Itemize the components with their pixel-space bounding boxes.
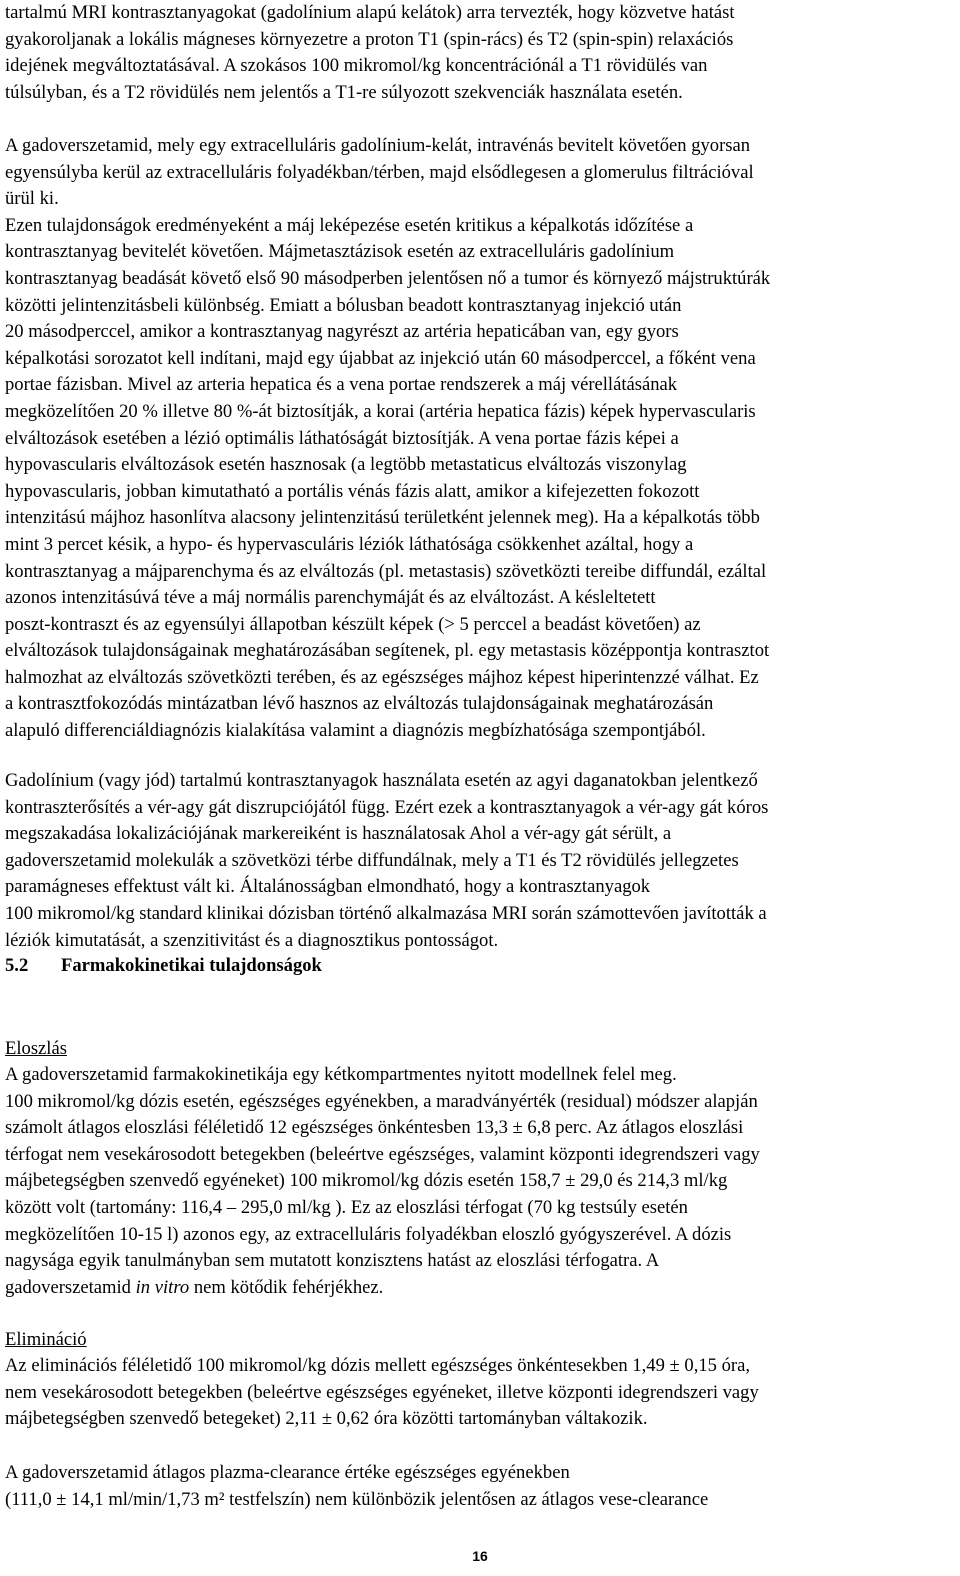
text-line: májbetegségben szenvedő betegeket) 2,11 ± 0,62 óra közötti tartományban váltakozik. xyxy=(5,1408,648,1430)
text-run: nem kötődik fehérjékhez. xyxy=(189,1276,384,1298)
text-line: a kontrasztfokozódás mintázatban lévő hasznos az elváltozás tulajdonságainak meghatározásán xyxy=(5,693,714,715)
text-line: paramágneses effektust vált ki. Általánosságban elmondható, hogy a kontrasztanyagok xyxy=(5,876,651,898)
text-line: poszt-kontraszt és az egyensúlyi állapotban készült képek (> 5 perccel a beadást követően) az xyxy=(5,613,701,635)
text-line: ürül ki. xyxy=(5,188,59,210)
text-line: elváltozások esetében a lézió optimális láthatóságát biztosítják. A vena portae fázis képei a xyxy=(5,427,679,449)
text-line: A gadoverszetamid átlagos plazma-clearance értéke egészséges egyénekben xyxy=(5,1462,570,1483)
paragraph-mri-relaxation xyxy=(5,0,925,106)
subheading-distribution: Eloszlás xyxy=(5,1038,67,1059)
text-line: hypovascularis, jobban kimutatható a portális vénás fázis alatt, amikor a kifejezetten fokozott xyxy=(5,480,700,502)
text-line xyxy=(5,1275,955,1302)
text-line: közötti jelintenzitásbeli különbség. Emiatt a bólusban beadott kontrasztanyag injekció után xyxy=(5,294,682,316)
text-line: gadoverszetamid molekulák a szövetközi térbe diffundálnak, mely a T1 és T2 rövidülés jellegzetes xyxy=(5,849,739,871)
paragraph-clearance xyxy=(5,1460,955,1513)
text-line: mint 3 percet késik, a hypo- és hypervasculáris léziók láthatósága csökkenhet azáltal, hogy a xyxy=(5,533,694,555)
text-line: azonos intenzitásúvá téve a máj normális parenchymáját és az elváltozást. A késleltetett xyxy=(5,587,656,609)
text-line: 100 mikromol/kg dózis esetén, egészséges egyénekben, a maradványérték (residual) módszer alapján xyxy=(5,1090,758,1112)
text-line: tartalmú MRI kontrasztanyagokat (gadolínium alapú kelátok) arra tervezték, hogy közvetve hatást xyxy=(5,2,735,23)
text-line: kontrasztanyag beadását követő első 90 másodperben jelentősen nő a tumor és környező májstruktúrák xyxy=(5,267,771,289)
text-line: megszakadása lokalizációjának markereiként is használatosak Ahol a vér-agy gát sérült, a xyxy=(5,823,672,845)
text-line: képalkotási sorozatot kell indítani, majd egy újabbat az injekció után 60 másodperccel, a főként vena xyxy=(5,347,756,369)
text-line: túlsúlyban, és a T2 rövidülés nem jelentős a T1-re súlyozott szekvenciák használata esetén. xyxy=(5,81,683,103)
paragraph-liver-imaging xyxy=(5,133,955,745)
text-line: idejének megváltoztatásával. A szokásos 100 mikromol/kg koncentrációnál a T1 rövidülés van xyxy=(5,55,708,77)
text-line: egyensúlyba kerül az extracelluláris folyadékban/térben, majd elsődlegesen a glomerulus filtrációval xyxy=(5,161,754,183)
text-line: között volt (tartomány: 116,4 – 295,0 ml/kg ). Ez az eloszlási térfogat (70 kg testsúly esetén xyxy=(5,1196,688,1218)
text-line: megközelítően 10-15 l) azonos egy, az extracelluláris folyadékban eloszló gyógyszerével. A dózis xyxy=(5,1223,732,1245)
text-line: (111,0 ± 14,1 ml/min/1,73 m² testfelszín) nem különbözik jelentősen az átlagos vese-clearance xyxy=(5,1488,709,1510)
text-line: Az eliminációs féléletidő 100 mikromol/kg dózis mellett egészséges önkéntesekben 1,49 ± 0,15 óra, xyxy=(5,1355,750,1376)
text-line: hypovascularis elváltozások esetén hasznosak (a legtöbb metastaticus elváltozás viszonylag xyxy=(5,454,687,476)
text-line: megközelítően 20 % illetve 80 %-át biztosítják, a korai (artéria hepatica fázis) képek hypervascularis xyxy=(5,400,756,422)
subheading-elimination: Elimináció xyxy=(5,1329,87,1350)
section-heading xyxy=(5,953,322,980)
text-line: kontrasztanyag a májparenchyma és az elváltozás (pl. metastasis) szövetközti tereibe diffundál, ezáltal xyxy=(5,560,767,582)
text-line: elváltozások tulajdonságainak meghatározásában segítenek, pl. egy metastasis középpontja kontrasztot xyxy=(5,640,770,662)
section-number: 5.2 xyxy=(5,955,29,976)
text-line: kontrasztanyag bevitelét követően. Májmetasztázisok esetén az extracelluláris gadolínium xyxy=(5,241,675,263)
text-line: kontraszterősítés a vér-agy gát diszrupciójától függ. Ezért ezek a kontrasztanyagok a vér-agy gát kóros xyxy=(5,796,769,818)
text-line: 100 mikromol/kg standard klinikai dózisban történő alkalmazása MRI során számottevően javították a xyxy=(5,902,767,924)
text-line: léziók kimutatását, a szenzitivitást és a diagnosztikus pontosságot. xyxy=(5,929,499,951)
text-line: halmozhat az elváltozás szövetközti terében, és az egészséges májhoz képest hiperintenzzé válhat. Ez xyxy=(5,666,759,688)
text-line: A gadoverszetamid, mely egy extracelluláris gadolínium-kelát, intravénás bevitelt követően gyorsan xyxy=(5,135,751,156)
text-run: gadoverszetamid xyxy=(5,1276,136,1298)
italic-text: in vitro xyxy=(135,1276,190,1298)
text-line: 20 másodperccel, amikor a kontrasztanyag nagyrészt az artéria hepaticában van, egy gyors xyxy=(5,321,679,343)
text-line: nagysága egyik tanulmányban sem mutatott konzisztens hatást az eloszlási térfogatra. A xyxy=(5,1250,660,1272)
paragraph-elimination xyxy=(5,1353,955,1433)
paragraph-brain-imaging xyxy=(5,768,955,954)
page-number: 16 xyxy=(472,1548,488,1564)
text-line: nem vesekárosodott betegekben (beleértve egészséges egyéneket, illetve központi idegrendszeri vagy xyxy=(5,1381,759,1403)
text-line: Gadolínium (vagy jód) tartalmú kontrasztanyagok használata esetén az agyi daganatokban jelentkező xyxy=(5,770,758,791)
text-line: Ezen tulajdonságok eredményeként a máj leképezése esetén kritikus a képalkotás időzítése a xyxy=(5,214,694,236)
text-line: intenzitású májhoz hasonlítva alacsony jelintenzitású területként jelennek meg). Ha a képalkotás több xyxy=(5,507,760,529)
text-line: számolt átlagos eloszlási féléletidő 12 egészséges önkéntesben 13,3 ± 6,8 perc. Az átlagos eloszlási xyxy=(5,1117,744,1139)
text-line: gyakoroljanak a lokális mágneses környezetre a proton T1 (spin-rács) és T2 (spin-spin) relaxációs xyxy=(5,28,734,50)
text-line: térfogat nem vesekárosodott betegekben (beleértve egészséges, valamint központi idegrendszeri vagy xyxy=(5,1143,760,1165)
section-title: Farmakokinetikai tulajdonságok xyxy=(61,955,322,976)
text-line: A gadoverszetamid farmakokinetikája egy kétkompartmentes nyitott modellnek felel meg. xyxy=(5,1064,677,1085)
text-line: májbetegségben szenvedő egyéneket) 100 mikromol/kg dózis esetén 158,7 ± 29,0 és 214,3 ml/kg xyxy=(5,1170,728,1192)
paragraph-distribution xyxy=(5,1062,955,1301)
text-line: portae fázisban. Mivel az arteria hepatica és a vena portae rendszerek a máj vérellátásának xyxy=(5,374,678,396)
text-line: alapuló differenciáldiagnózis kialakítása valamint a diagnózis megbízhatósága szempontjából. xyxy=(5,720,706,742)
